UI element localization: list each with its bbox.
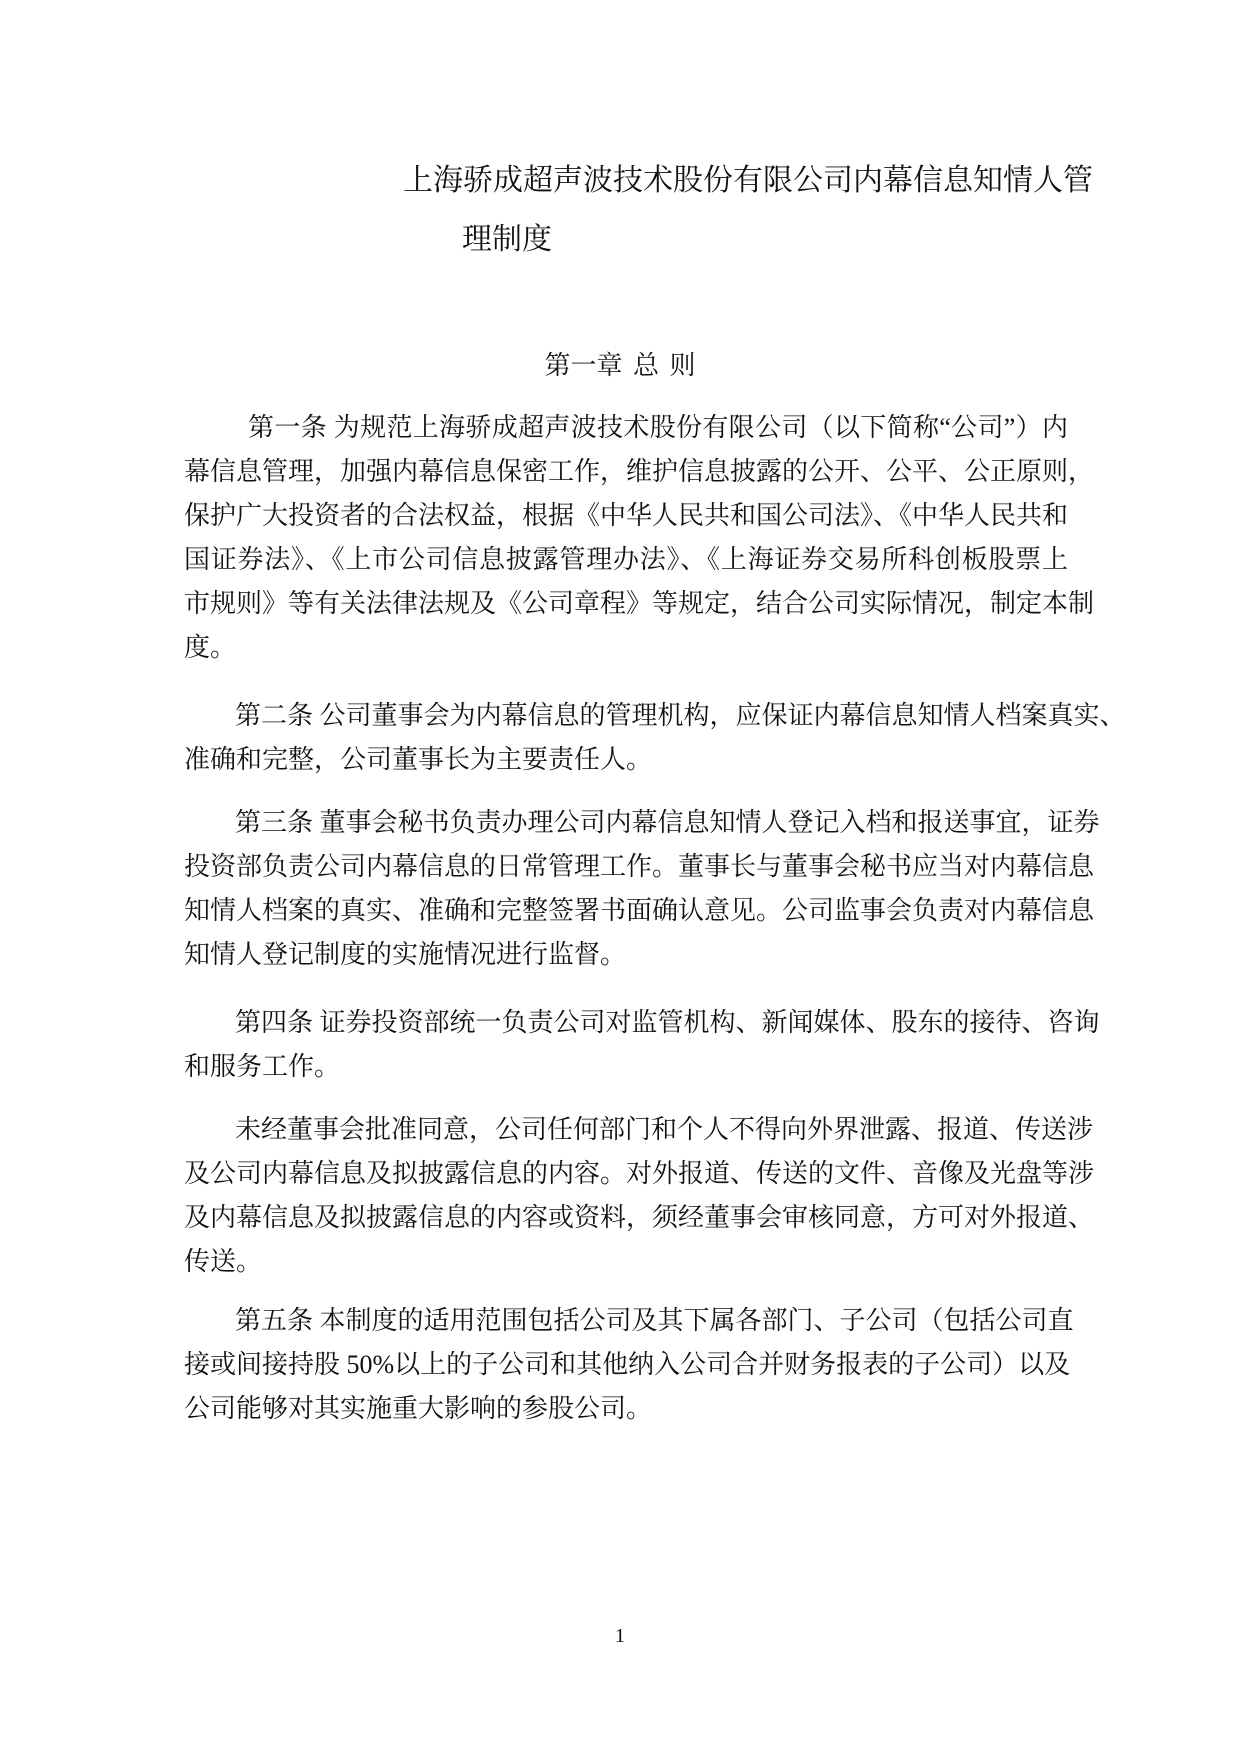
paragraph-line: 第二条 公司董事会为内幕信息的管理机构，应保证内幕信息知情人档案真实、 (235, 701, 1126, 730)
paragraph-article-4-supplement (184, 1108, 1095, 1284)
paragraph-line: 第一条 为规范上海骄成超声波技术股份有限公司（以下简称“公司”）内 (248, 413, 1068, 442)
paragraph-line: 国证券法》、《上市公司信息披露管理办法》、《上海证券交易所科创板股票上 (184, 545, 1068, 574)
paragraph-article-2 (184, 694, 1126, 782)
paragraph-line: 传送。 (184, 1247, 263, 1276)
paragraph-line: 及公司内幕信息及拟披露信息的内容。对外报道、传送的文件、音像及光盘等涉 (184, 1159, 1095, 1188)
chapter-heading: 第一章 总 则 (544, 351, 696, 380)
page-number: 1 (615, 1625, 625, 1647)
paragraph-line: 和服务工作。 (184, 1052, 341, 1081)
paragraph-line: 接或间接持股 50%以上的子公司和其他纳入公司合并财务报表的子公司）以及 (184, 1350, 1071, 1379)
paragraph-line: 及内幕信息及拟披露信息的内容或资料，须经董事会审核同意，方可对外报道、 (184, 1203, 1095, 1232)
paragraph-line: 准确和完整，公司董事长为主要责任人。 (184, 745, 653, 774)
paragraph-line: 知情人登记制度的实施情况进行监督。 (184, 940, 627, 969)
paragraph-line: 投资部负责公司内幕信息的日常管理工作。董事长与董事会秘书应当对内幕信息 (184, 852, 1095, 881)
document-title-line-2: 理制度 (462, 223, 552, 256)
paragraph-line: 保护广大投资者的合法权益，根据《中华人民共和国公司法》、《中华人民共和 (184, 501, 1069, 530)
document-title-line-1: 上海骄成超声波技术股份有限公司内幕信息知情人管 (403, 164, 1093, 197)
paragraph-line: 第四条 证券投资部统一负责公司对监管机构、新闻媒体、股东的接待、咨询 (235, 1008, 1100, 1037)
paragraph-line: 知情人档案的真实、准确和完整签署书面确认意见。公司监事会负责对内幕信息 (184, 896, 1095, 925)
paragraph-line: 度。 (184, 633, 237, 662)
paragraph-article-5 (184, 1299, 1074, 1431)
paragraph-article-3 (184, 801, 1100, 977)
paragraph-line: 公司能够对其实施重大影响的参股公司。 (184, 1394, 653, 1423)
paragraph-line: 第三条 董事会秘书负责办理公司内幕信息知情人登记入档和报送事宜，证券 (235, 808, 1100, 837)
paragraph-line: 未经董事会批准同意，公司任何部门和个人不得向外界泄露、报道、传送涉 (235, 1115, 1094, 1144)
paragraph-article-4 (184, 1001, 1100, 1089)
paragraph-line: 第五条 本制度的适用范围包括公司及其下属各部门、子公司（包括公司直 (235, 1306, 1074, 1335)
paragraph-line: 幕信息管理，加强内幕信息保密工作，维护信息披露的公开、公平、公正原则， (184, 457, 1095, 486)
paragraph-article-1 (184, 406, 1095, 670)
paragraph-line: 市规则》等有关法律法规及《公司章程》等规定，结合公司实际情况，制定本制 (184, 589, 1095, 618)
